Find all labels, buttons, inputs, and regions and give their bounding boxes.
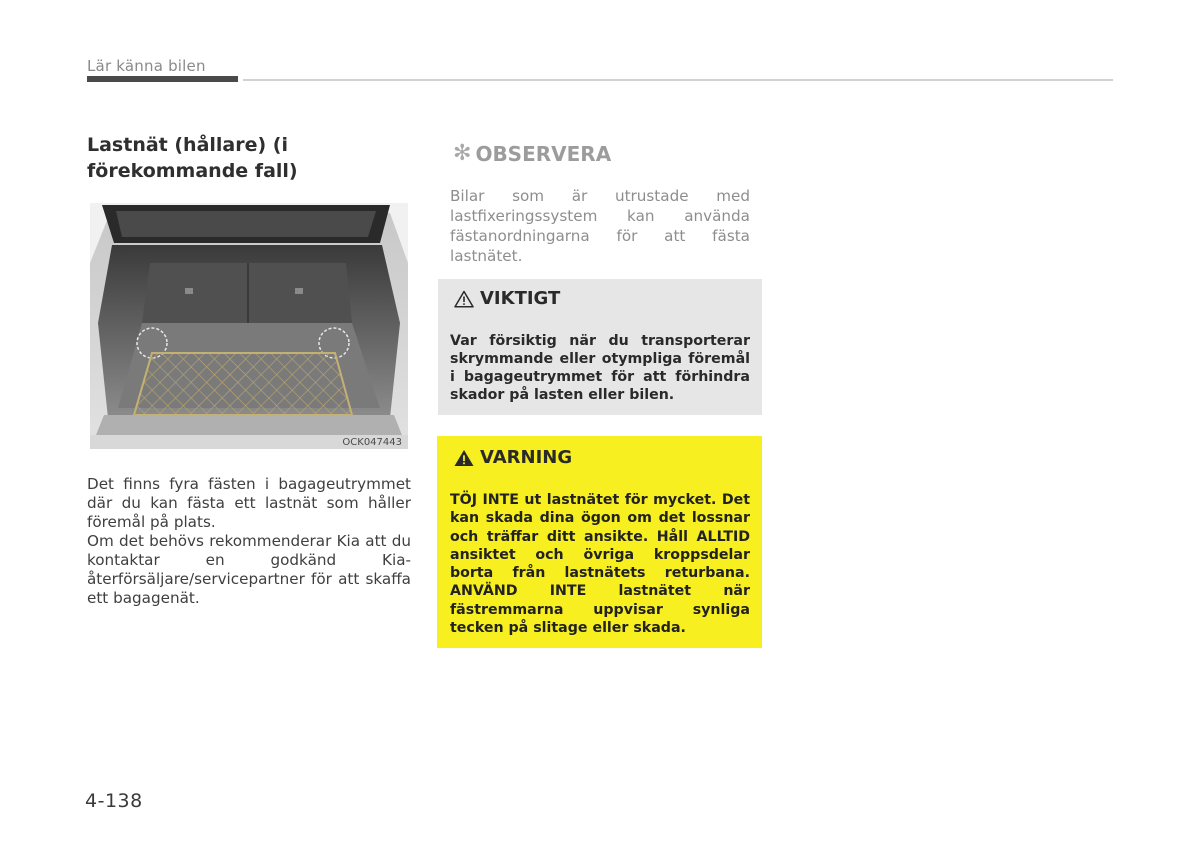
viktigt-text: Var försiktig när du transporterar skrymmande eller otympliga föremål i bagageutrymmet för att förhindra skador på lasten eller bilen.: [450, 333, 750, 403]
figure-code: OCK047443: [342, 437, 402, 448]
body-text: [87, 475, 411, 608]
body-paragraph: Det finns fyra fästen i bagageutrymmet där du kan fästa ett lastnät som håller föremål på plats.: [87, 475, 411, 531]
varning-heading: [454, 447, 572, 468]
warning-outline-icon: [454, 290, 474, 308]
viktigt-title: VIKTIGT: [480, 288, 561, 309]
observera-heading: [453, 141, 611, 166]
page-number: 4-138: [85, 790, 143, 812]
viktigt-heading: [454, 288, 560, 309]
header-rule-light: [243, 79, 1113, 81]
observera-text: Bilar som är utrustade med lastfixeringssystem kan använda fästanordningarna för att fästa lastnätet.: [450, 187, 750, 265]
varning-text: TÖJ INTE ut lastnätet för mycket. Det kan skada dina ögon om det lossnar och träffar ditt ansikte. Håll ALLTID ansiktet och övriga kroppsdelar borta från lastnätets returbana. ANVÄND INTE lastnätet när fästremmarna uppvisar synliga tecken på slitage eller skada.: [450, 492, 750, 637]
header-rule-dark: [87, 76, 238, 82]
chapter-header: Lär känna bilen: [87, 57, 206, 75]
body-paragraph: Om det behövs rekommenderar Kia att du kontaktar en godkänd Kia-återförsäljare/servicepartner för att skaffa ett bagagenät.: [87, 532, 411, 607]
observera-title: OBSERVERA: [475, 141, 612, 166]
cargo-net-figure: [90, 203, 408, 449]
varning-title: VARNING: [480, 447, 573, 468]
section-title: Lastnät (hållare) (i förekommande fall): [87, 134, 298, 182]
trunk-illustration: [90, 203, 408, 449]
asterisk-icon: ✻: [453, 141, 472, 166]
warning-filled-icon: [454, 449, 474, 467]
